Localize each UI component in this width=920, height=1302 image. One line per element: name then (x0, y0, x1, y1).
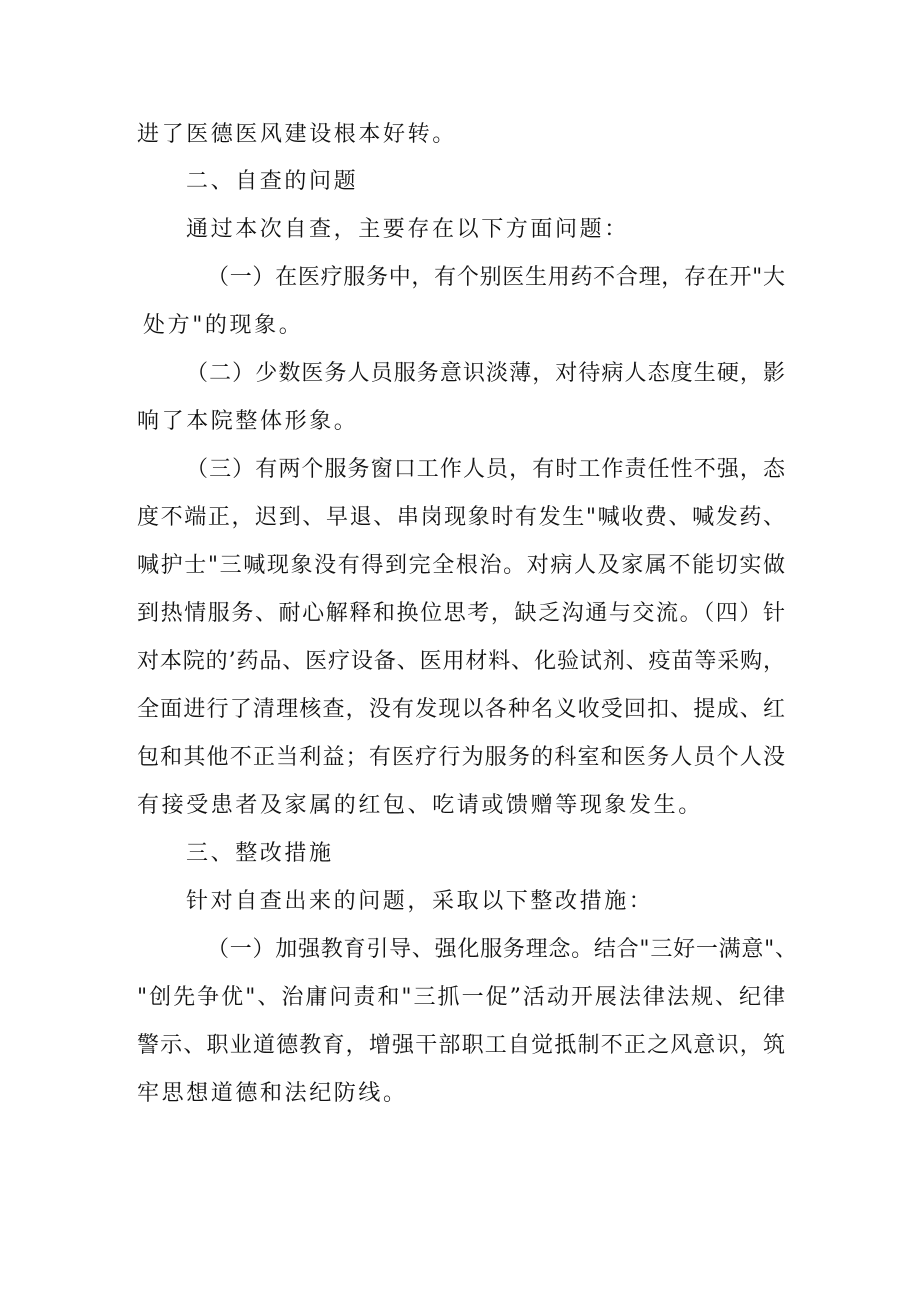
text-line-19: "创先争优"、治庸问责和"三抓一促”活动开展法律法规、纪律 (137, 985, 785, 1010)
text-line-7: 响了本院整体形象。 (137, 409, 359, 434)
text-line-12: 对本院的’药品、医疗设备、医用材料、化验试剂、疫苗等采购， (137, 649, 785, 674)
text-line-13: 全面进行了清理核查，没有发现以各种名义收受回扣、提成、红 (137, 697, 785, 722)
text-line-21: 牢思想道德和法纪防线。 (137, 1081, 408, 1106)
text-line-5: 处方"的现象。 (143, 313, 304, 338)
text-line-17: 针对自查出来的问题，采取以下整改措施： (186, 889, 654, 914)
text-line-9: 度不端正，迟到、早退、串岗现象时有发生"喊收费、喊发药、 (137, 505, 785, 530)
text-line-8: （三）有两个服务窗口工作人员，有时工作责任性不强，态 (186, 457, 785, 482)
text-line-18: （一）加强教育引导、强化服务理念。结合"三好一满意"、 (207, 937, 797, 962)
section-heading-self-check-issues: 二、自查的问题 (186, 169, 359, 194)
text-line-10: 喊护士"三喊现象没有得到完全根治。对病人及家属不能切实做 (137, 553, 785, 578)
text-line-15: 有接受患者及家属的红包、吃请或馈赠等现象发生。 (137, 793, 703, 818)
text-line-1: 进了医德医风建设根本好转。 (137, 122, 457, 147)
section-heading-rectification-measures: 三、整改措施 (186, 841, 334, 866)
text-line-3: 通过本次自查，主要存在以下方面问题： (186, 217, 629, 242)
text-line-14: 包和其他不正当利益；有医疗行为服务的科室和医务人员个人没 (137, 745, 785, 770)
text-line-11: 到热情服务、耐心解释和换位思考，缺乏沟通与交流。（四）针 (137, 601, 785, 626)
text-line-6: （二）少数医务人员服务意识淡薄，对待病人态度生硬，影 (186, 361, 785, 386)
text-line-4: （一）在医疗服务中，有个别医生用药不合理，存在开"大 (207, 265, 785, 290)
text-line-20: 警示、职业道德教育，增强干部职工自觉抵制不正之风意识，筑 (137, 1033, 785, 1058)
